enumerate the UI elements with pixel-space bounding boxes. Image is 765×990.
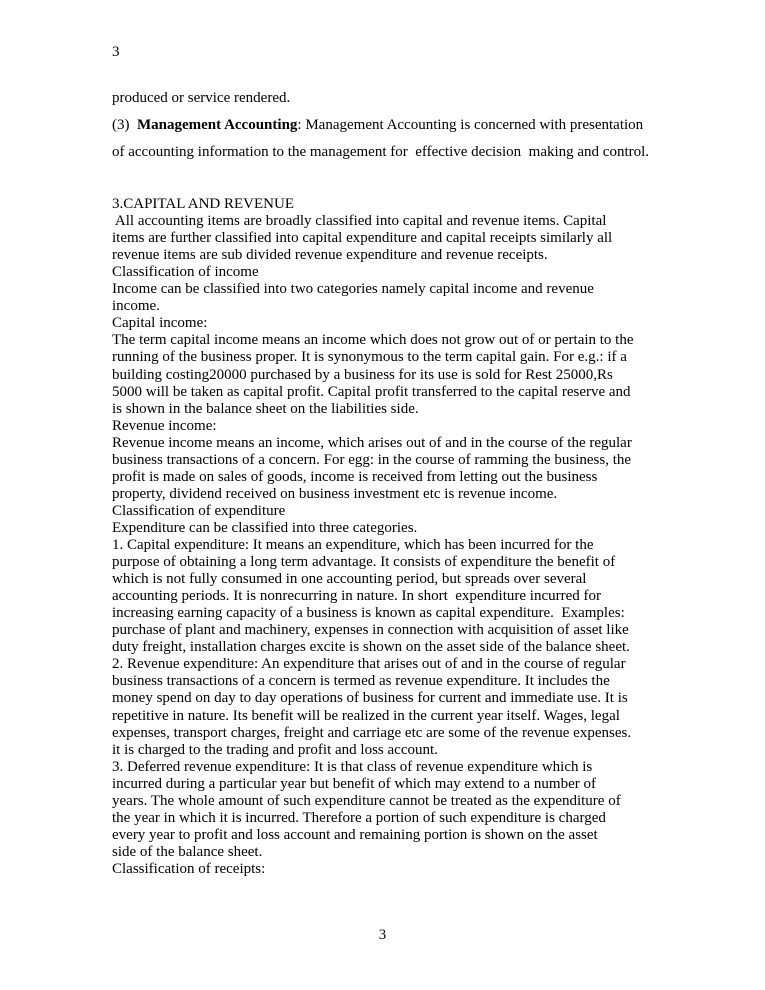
item-prefix: (3) [112,117,137,133]
body-line: it is charged to the trading and profit and loss account. [112,741,438,758]
body-line: accounting periods. It is nonrecurring in nature. In short expenditure incurred for [112,588,602,605]
body-line: years. The whole amount of such expenditure cannot be treated as the expenditure of [112,792,621,809]
body-line: Expenditure can be classified into three categories. [112,519,418,536]
body-line: purpose of obtaining a long term advantage. It consists of expenditure the benefit of [112,554,616,571]
body-line: money spend on day to day operations of business for current and immediate use. It is [112,690,628,707]
body-line: property, dividend received on business investment etc is revenue income. [112,485,558,502]
body-line: items are further classified into capital expenditure and capital receipts similarly all [112,230,613,247]
item-term: Management Accounting [137,117,298,133]
body-line: repetitive in nature. Its benefit will be realized in the current year itself. Wages, legal [112,707,620,724]
body-line: business transactions of a concern. For egg: in the course of ramming the business, the [112,451,632,468]
body-line: income. [112,298,160,315]
body-line: side of the balance sheet. [112,843,263,860]
body-line: Capital income: [112,315,208,332]
body-line: revenue items are sub divided revenue expenditure and revenue receipts. [112,247,548,264]
intro-line-1: produced or service rendered. [112,90,291,106]
body-line: Income can be classified into two categories namely capital income and revenue [112,281,594,298]
body-line: duty freight, installation charges excite is shown on the asset side of the balance sheet. [112,639,630,656]
body-line: The term capital income means an income which does not grow out of or pertain to the [112,332,634,349]
body-line: 3.CAPITAL AND REVENUE [112,196,294,212]
body-line: 2. Revenue expenditure: An expenditure that arises out of and in the course of regular [112,656,626,673]
intro-line-3: of accounting information to the management for effective decision making and control. [112,144,650,160]
body-line: expenses, transport charges, freight and carriage etc are some of the revenue expenses. [112,724,632,741]
body-line: profit is made on sales of goods, income is received from letting out the business [112,468,598,485]
body-line: increasing earning capacity of a business is known as capital expenditure. Examples: [112,605,625,622]
body-line: building costing20000 purchased by a business for its use is sold for Rest 25000,Rs [112,366,613,383]
body-line: running of the business proper. It is synonymous to the term capital gain. For e.g.: if a [112,349,627,366]
body-line: 1. Capital expenditure: It means an expenditure, which has been incurred for the [112,537,594,553]
body-line: the year in which it is incurred. Therefore a portion of such expenditure is charged [112,809,606,826]
management-accounting-item [112,117,643,134]
item-rest: : Management Accounting is concerned with presentation [297,117,644,133]
body-line: business transactions of a concern is termed as revenue expenditure. It includes the [112,673,610,690]
page-number-bottom: 3 [378,927,387,943]
body-line: 5000 will be taken as capital profit. Capital profit transferred to the capital reserve and [112,383,631,400]
body-line: Revenue income: [112,417,217,434]
body-line: is shown in the balance sheet on the liabilities side. [112,400,419,417]
body-line: Classification of expenditure [112,502,286,519]
page-number-top: 3 [112,44,120,60]
body-line: Revenue income means an income, which arises out of and in the course of the regular [112,434,632,451]
body-line: incurred during a particular year but benefit of which may extend to a number of [112,775,596,792]
body-line: 3. Deferred revenue expenditure: It is that class of revenue expenditure which is [112,758,593,775]
body-line: Classification of receipts: [112,860,266,877]
body-line: Classification of income [112,264,259,281]
body-line: which is not fully consumed in one accounting period, but spreads over several [112,571,587,588]
body-line: purchase of plant and machinery, expenses in connection with acquisition of asset like [112,622,629,639]
body-line: All accounting items are broadly classified into capital and revenue items. Capital [112,213,607,230]
body-line: every year to profit and loss account and remaining portion is shown on the asset [112,826,598,843]
